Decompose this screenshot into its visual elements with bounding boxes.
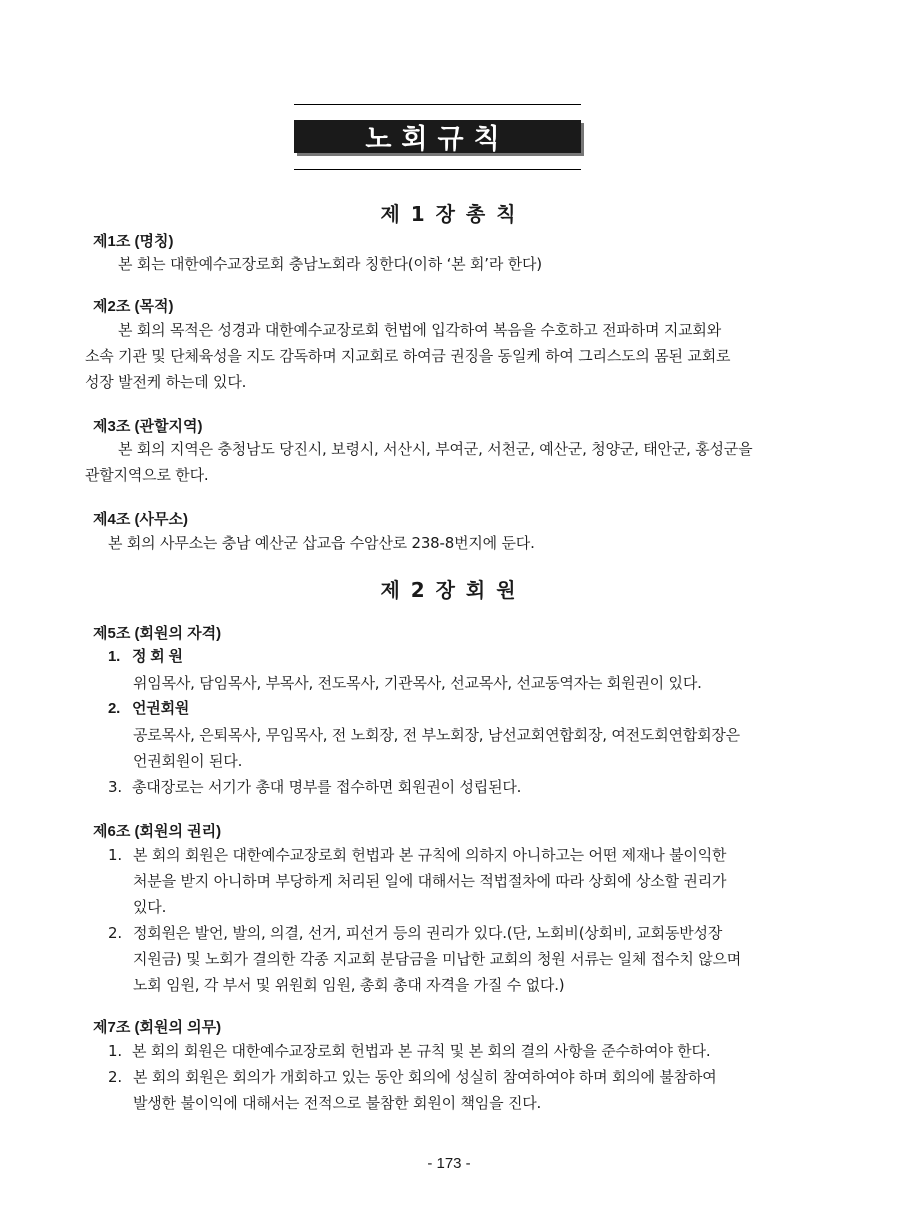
page-number: - 173 - — [427, 1155, 471, 1172]
article-6-item-2-num: 2. — [108, 924, 122, 942]
article-7-item-2-num: 2. — [108, 1068, 122, 1086]
article-3-line-2: 관할지역으로 한다. — [85, 466, 209, 484]
article-5-title: 제5조 (회원의 자격) — [93, 625, 222, 642]
article-7-item-1: 1. 본 회의 회원은 대한예수교장로회 헌법과 본 규칙 및 본 회의 결의 사항을 준수하여야 한다. — [108, 1042, 711, 1060]
article-6-item-1-line-2: 처분을 받지 아니하며 부당하게 처리된 일에 대해서는 적법절차에 따라 상회에 상소할 권리가 — [133, 872, 727, 890]
chapter-1-heading: 제 1 장 총 칙 — [380, 202, 518, 226]
article-2-line-3: 성장 발전케 하는데 있다. — [85, 373, 247, 391]
article-6-item-1-line-1: 본 회의 회원은 대한예수교장로회 헌법과 본 규칙에 의하지 아니하고는 어떤 제재나 불이익한 — [133, 846, 727, 864]
document-title: 노회규칙 — [294, 120, 581, 153]
article-7-title: 제7조 (회원의 의무) — [93, 1019, 222, 1036]
article-6-title: 제6조 (회원의 권리) — [93, 823, 222, 840]
article-5-item-3: 3. 총대장로는 서기가 총대 명부를 접수하면 회원권이 성립된다. — [108, 778, 522, 796]
article-6-item-1-line-3: 있다. — [133, 898, 167, 916]
title-block — [294, 104, 581, 170]
article-7-item-2-line-1: 본 회의 회원은 회의가 개회하고 있는 동안 회의에 성실히 참여하여야 하며 회의에 불참하여 — [133, 1068, 717, 1086]
article-6-item-2-line-3: 노회 임원, 각 부서 및 위원회 임원, 총회 총대 자격을 가질 수 없다.) — [133, 976, 565, 994]
article-1-title: 제1조 (명칭) — [93, 233, 174, 250]
article-5-item-1-body: 위임목사, 담임목사, 부목사, 전도목사, 기관목사, 선교목사, 선교동역자는 회원권이 있다. — [133, 674, 702, 692]
article-7-item-2-line-2: 발생한 불이익에 대해서는 전적으로 불참한 회원이 책임을 진다. — [133, 1094, 542, 1112]
article-2-line-2: 소속 기관 및 단체육성을 지도 감독하며 지교회로 하여금 권징을 동일케 하여 그리스도의 몸된 교회로 — [85, 347, 731, 365]
article-3-line-1: 본 회의 지역은 충청남도 당진시, 보령시, 서산시, 부여군, 서천군, 예산군, 청양군, 태안군, 홍성군을 — [118, 440, 753, 458]
article-6-item-2-line-2: 지원금) 및 노회가 결의한 각종 지교회 분담금을 미납한 교회의 청원 서류는 일체 접수치 않으며 — [133, 950, 742, 968]
article-5-item-1-head: 1. 정 회 원 — [108, 648, 183, 665]
article-5-item-2-line-2: 언권회원이 된다. — [133, 752, 243, 770]
article-4-body: 본 회의 사무소는 충남 예산군 삽교읍 수암산로 238-8번지에 둔다. — [108, 534, 535, 552]
title-rule-bottom — [294, 169, 581, 170]
article-3-title: 제3조 (관할지역) — [93, 418, 203, 435]
article-6-item-2-line-1: 정회원은 발언, 발의, 의결, 선거, 피선거 등의 권리가 있다.(단, 노회비(상회비, 교회동반성장 — [133, 924, 723, 942]
title-rule-top — [294, 104, 581, 105]
article-2-title: 제2조 (목적) — [93, 298, 174, 315]
article-5-item-2-head: 2. 언권회원 — [108, 700, 190, 717]
chapter-2-heading: 제 2 장 회 원 — [380, 578, 518, 602]
article-6-item-1-num: 1. — [108, 846, 122, 864]
article-5-item-2-line-1: 공로목사, 은퇴목사, 무임목사, 전 노회장, 전 부노회장, 남선교회연합회장, 여전도회연합회장은 — [133, 726, 740, 744]
article-4-title: 제4조 (사무소) — [93, 511, 188, 528]
article-2-line-1: 본 회의 목적은 성경과 대한예수교장로회 헌법에 입각하여 복음을 수호하고 전파하며 지교회와 — [118, 321, 721, 339]
article-1-body: 본 회는 대한예수교장로회 충남노회라 칭한다(이하 ‘본 회’라 한다) — [118, 255, 542, 273]
